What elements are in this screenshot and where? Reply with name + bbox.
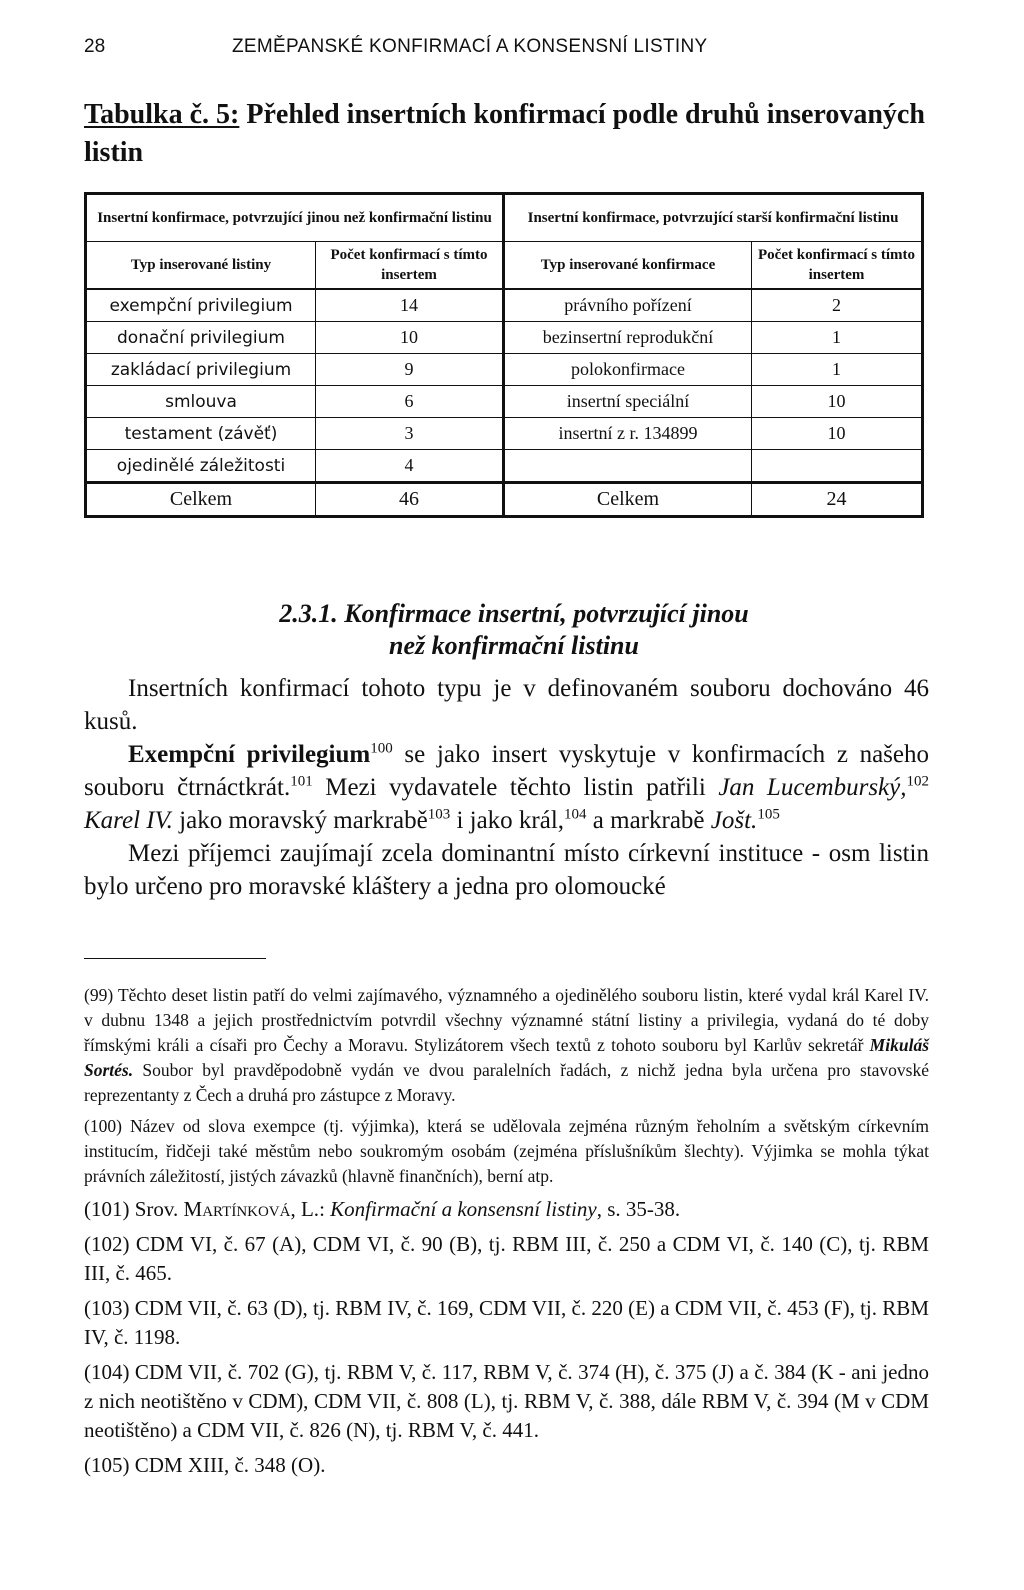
table-row (86, 322, 923, 354)
cell-right-type (504, 450, 752, 483)
cell-right-type: insertní speciální (504, 386, 752, 418)
bold-term: Exempční privilegium (128, 741, 371, 768)
col-left-count: Počet konfirmací s tímto insertem (316, 242, 504, 290)
footnote-104: (104) CDM VII, č. 702 (G), tj. RBM V, č. 117, RBM V, č. 374 (H), č. 375 (J) a č. 384 (K - ani jedno z nich neotištěno v CDM), CDM VII, č. 808 (L), tj. RBM V, č. 388, dále RBM V, č. 394 (M v CDM neotištěno) a CDM VII, č. 826 (N), tj. RBM V, č. 441. (84, 1360, 929, 1442)
author-name: Martínková, L. (183, 1197, 320, 1221)
italic-name: Jošt. (710, 807, 758, 834)
table-total-row (86, 483, 923, 517)
table-row (86, 354, 923, 386)
paragraph (84, 738, 929, 837)
text-run: : (319, 1197, 331, 1221)
running-head (84, 36, 944, 66)
table-row (86, 386, 923, 418)
running-title: ZEMĚPANSKÉ KONFIRMACÍ A KONSENSNÍ LISTINY (232, 36, 708, 57)
italic-name: Karel IV. (84, 807, 173, 834)
italic-name: Mikuláš Sortés. (84, 1035, 929, 1080)
cell-right-type: bezinsertní reprodukční (504, 322, 752, 354)
table-label: Tabulka č. 5: (84, 99, 240, 130)
total-left: 46 (316, 483, 504, 517)
footnote-105: (105) CDM XIII, č. 348 (O). (84, 1453, 326, 1477)
cell-left-count: 6 (316, 386, 504, 418)
footnote-99 (84, 983, 929, 1108)
footnote-ref: 104 (564, 806, 587, 823)
text-run: a markrabě (586, 807, 711, 834)
col-left-type: Typ inserované listiny (86, 242, 316, 290)
text-run: (99) Těchto deset listin patří do velmi zajímavého, významného a ojedinělého souboru listin, které vydal král Karel IV. v dubnu 1348 a jejich prostřednictvím potvrdil všechny významné státní listiny a privilegia, vydaná do té doby římskými králi a císaři pro Čechy a Moravu. Stylizátorem všech textů z tohoto souboru byl Karlův sekretář (84, 985, 929, 1055)
cell-left-count: 10 (316, 322, 504, 354)
section-title-line2: než konfirmační listinu (389, 631, 639, 660)
cell-right-count: 1 (752, 322, 923, 354)
cell-left-type: zakládací privilegium (86, 354, 316, 386)
section-title-line1: Konfirmace insertní, potvrzující jinou (344, 599, 749, 628)
cell-right-count: 10 (752, 418, 923, 450)
cell-left-type: smlouva (86, 386, 316, 418)
footnote-ref: 101 (290, 773, 313, 790)
footnote-ref: 103 (427, 806, 451, 823)
footnote-100: (100) Název od slova exempce (tj. výjimka), která se udělovala zejména různým řeholním a světským církevním institucím, řidčeji také městům nebo soukromým osobám (zejména příslušníkům šlechty). Výjimka se mohla týkat právních záležitostí, jistých závazků (hlavně finančních), berní atp. (84, 1116, 929, 1186)
cell-right-count: 2 (752, 289, 923, 322)
paragraph: Insertních konfirmací tohoto typu je v definovaném souboru dochováno 46 kusů. (84, 675, 929, 735)
footnote-rule (84, 958, 266, 959)
paragraph: Mezi příjemci zaujímají zcela dominantní místo církevní instituce - osm listin bylo určeno pro moravské kláštery a jedna pro olomoucké (84, 840, 929, 900)
text-run: se jako insert vyskytuje v konfirmacích z našeho souboru čtrnáctkrát. (84, 741, 930, 801)
text-run: , s. 35-38. (596, 1197, 681, 1221)
right-group-header: Insertní konfirmace, potvrzující starší konfirmační listinu (504, 194, 923, 242)
left-group-header: Insertní konfirmace, potvrzující jinou než konfirmační listinu (86, 194, 504, 242)
footnote-ref: 102 (906, 773, 929, 790)
text-run: (101) Srov. (84, 1197, 184, 1221)
cell-left-count: 9 (316, 354, 504, 386)
cell-right-count: 1 (752, 354, 923, 386)
text-run: Soubor byl pravděpodobně vydán ve dvou paralelních řadách, z nichž jedna byla určena pro stavovské reprezentanty z Čech a druhá pro zástupce z Moravy. (84, 1060, 929, 1105)
total-right: 24 (752, 483, 923, 517)
text-run: jako moravský markrabě (172, 807, 428, 834)
footnote-103: (103) CDM VII, č. 63 (D), tj. RBM IV, č. 169, CDM VII, č. 220 (E) a CDM VII, č. 453 (F), tj. RBM IV, č. 1198. (84, 1296, 929, 1349)
text-run: Mezi vydavatele těchto listin patřili (312, 774, 719, 801)
table-title (84, 96, 944, 172)
footnote-ref: 105 (757, 806, 780, 823)
text-run: i jako král, (450, 807, 565, 834)
table-row (86, 450, 923, 483)
col-right-type: Typ inserované konfirmace (504, 242, 752, 290)
section-number: 2.3.1. (279, 599, 338, 628)
body-text (84, 672, 929, 903)
cell-right-type: insertní z r. 134899 (504, 418, 752, 450)
page-number: 28 (84, 36, 106, 57)
confirmation-table (84, 192, 924, 518)
cell-left-type: testament (závěť) (86, 418, 316, 450)
cell-right-count: 10 (752, 386, 923, 418)
footnote-101 (84, 1195, 929, 1224)
cell-right-type: polokonfirmace (504, 354, 752, 386)
cell-right-type: právního pořízení (504, 289, 752, 322)
section-heading (84, 598, 944, 662)
cell-left-count: 3 (316, 418, 504, 450)
cell-left-count: 4 (316, 450, 504, 483)
footnote-102: (102) CDM VI, č. 67 (A), CDM VI, č. 90 (B), tj. RBM III, č. 250 a CDM VI, č. 140 (C), tj. RBM III, č. 465. (84, 1232, 929, 1285)
cell-left-type: donační privilegium (86, 322, 316, 354)
cell-left-type: exempční privilegium (86, 289, 316, 322)
cell-right-count (752, 450, 923, 483)
cell-left-count: 14 (316, 289, 504, 322)
italic-name: Jan Lucemburský, (718, 774, 907, 801)
footnote-ref: 100 (370, 740, 393, 757)
footnotes (84, 983, 929, 1486)
table-caption: Přehled insertních konfirmací podle druhů inserovaných listin (84, 99, 925, 168)
col-right-count: Počet konfirmací s tímto insertem (752, 242, 923, 290)
italic-title: Konfirmační a konsensní listiny (330, 1197, 597, 1221)
cell-left-type: ojedinělé záležitosti (86, 450, 316, 483)
total-label-right: Celkem (504, 483, 752, 517)
total-label-left: Celkem (86, 483, 316, 517)
table-row (86, 289, 923, 322)
table-row (86, 418, 923, 450)
